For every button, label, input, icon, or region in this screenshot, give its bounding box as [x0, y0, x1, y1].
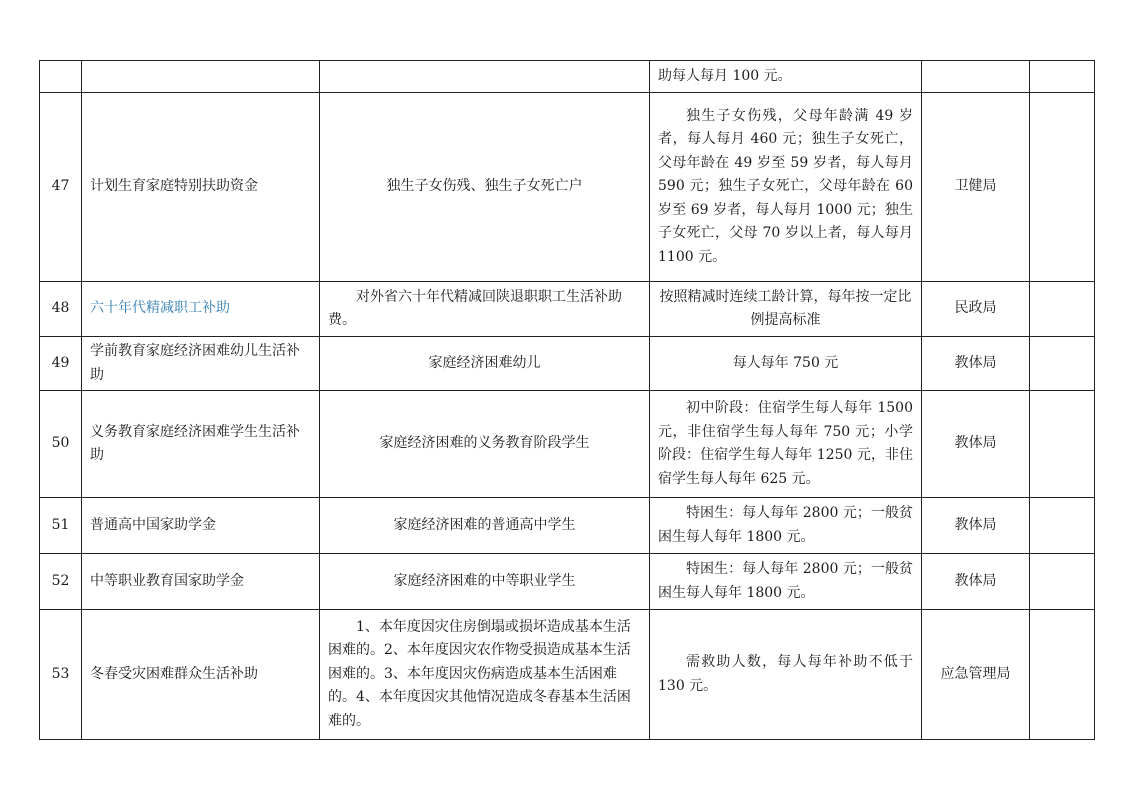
table-row	[40, 93, 1095, 282]
department: 教体局	[922, 337, 1030, 391]
department: 应急管理局	[922, 610, 1030, 740]
target-group: 1、本年度因灾住房倒塌或损坏造成基本生活困难的。2、本年度因灾农作物受损造成基本生活困难的。3、本年度因灾伤病造成基本生活困难的。4、本年度因灾其他情况造成冬春基本生活困难的。	[320, 610, 650, 740]
row-number: 48	[40, 282, 82, 337]
target-group	[320, 61, 650, 93]
row-number	[40, 61, 82, 93]
table-row	[40, 337, 1095, 391]
department: 教体局	[922, 391, 1030, 498]
subsidy-standard: 每人每年 750 元	[650, 337, 922, 391]
remark	[1030, 337, 1095, 391]
table-row	[40, 554, 1095, 610]
subsidy-standard: 特困生：每人每年 2800 元；一般贫困生每人每年 1800 元。	[650, 498, 922, 554]
subsidy-standard: 初中阶段：住宿学生每人每年 1500 元，非住宿学生每人每年 750 元；小学阶段：住宿学生每人每年 1250 元，非住宿学生每人每年 625 元。	[650, 391, 922, 498]
item-name: 义务教育家庭经济困难学生生活补助	[82, 391, 320, 498]
remark	[1030, 93, 1095, 282]
item-name-link[interactable]: 六十年代精减职工补助	[82, 282, 320, 337]
table-row	[40, 61, 1095, 93]
remark	[1030, 391, 1095, 498]
target-group: 对外省六十年代精减回陕退职职工生活补助费。	[320, 282, 650, 337]
table-row	[40, 610, 1095, 740]
table-row	[40, 498, 1095, 554]
item-name: 学前教育家庭经济困难幼儿生活补助	[82, 337, 320, 391]
row-number: 53	[40, 610, 82, 740]
department	[922, 61, 1030, 93]
remark	[1030, 610, 1095, 740]
item-name: 计划生育家庭特别扶助资金	[82, 93, 320, 282]
target-group: 家庭经济困难的普通高中学生	[320, 498, 650, 554]
target-group: 家庭经济困难的中等职业学生	[320, 554, 650, 610]
item-name: 普通高中国家助学金	[82, 498, 320, 554]
department: 卫健局	[922, 93, 1030, 282]
subsidy-table	[39, 60, 1095, 740]
target-group: 家庭经济困难的义务教育阶段学生	[320, 391, 650, 498]
remark	[1030, 498, 1095, 554]
row-number: 51	[40, 498, 82, 554]
remark	[1030, 282, 1095, 337]
row-number: 52	[40, 554, 82, 610]
row-number: 50	[40, 391, 82, 498]
item-name	[82, 61, 320, 93]
target-group: 家庭经济困难幼儿	[320, 337, 650, 391]
subsidy-standard: 特困生：每人每年 2800 元；一般贫困生每人每年 1800 元。	[650, 554, 922, 610]
table-row	[40, 282, 1095, 337]
subsidy-standard: 助每人每月 100 元。	[650, 61, 922, 93]
subsidy-standard: 需救助人数，每人每年补助不低于 130 元。	[650, 610, 922, 740]
row-number: 49	[40, 337, 82, 391]
department: 教体局	[922, 498, 1030, 554]
item-name: 中等职业教育国家助学金	[82, 554, 320, 610]
target-group: 独生子女伤残、独生子女死亡户	[320, 93, 650, 282]
remark	[1030, 554, 1095, 610]
table-row	[40, 391, 1095, 498]
department: 教体局	[922, 554, 1030, 610]
department: 民政局	[922, 282, 1030, 337]
row-number: 47	[40, 93, 82, 282]
remark	[1030, 61, 1095, 93]
subsidy-standard: 独生子女伤残，父母年龄满 49 岁者，每人每月 460 元；独生子女死亡，父母年龄在 49 岁至 59 岁者，每人每月 590 元；独生子女死亡，父母年龄在 60 岁至 69 岁者，每人每月 1000 元；独生子女死亡，父母 70 岁以上者，每人每月 1100 元。	[650, 93, 922, 282]
item-name: 冬春受灾困难群众生活补助	[82, 610, 320, 740]
subsidy-standard: 按照精减时连续工龄计算，每年按一定比例提高标准	[650, 282, 922, 337]
